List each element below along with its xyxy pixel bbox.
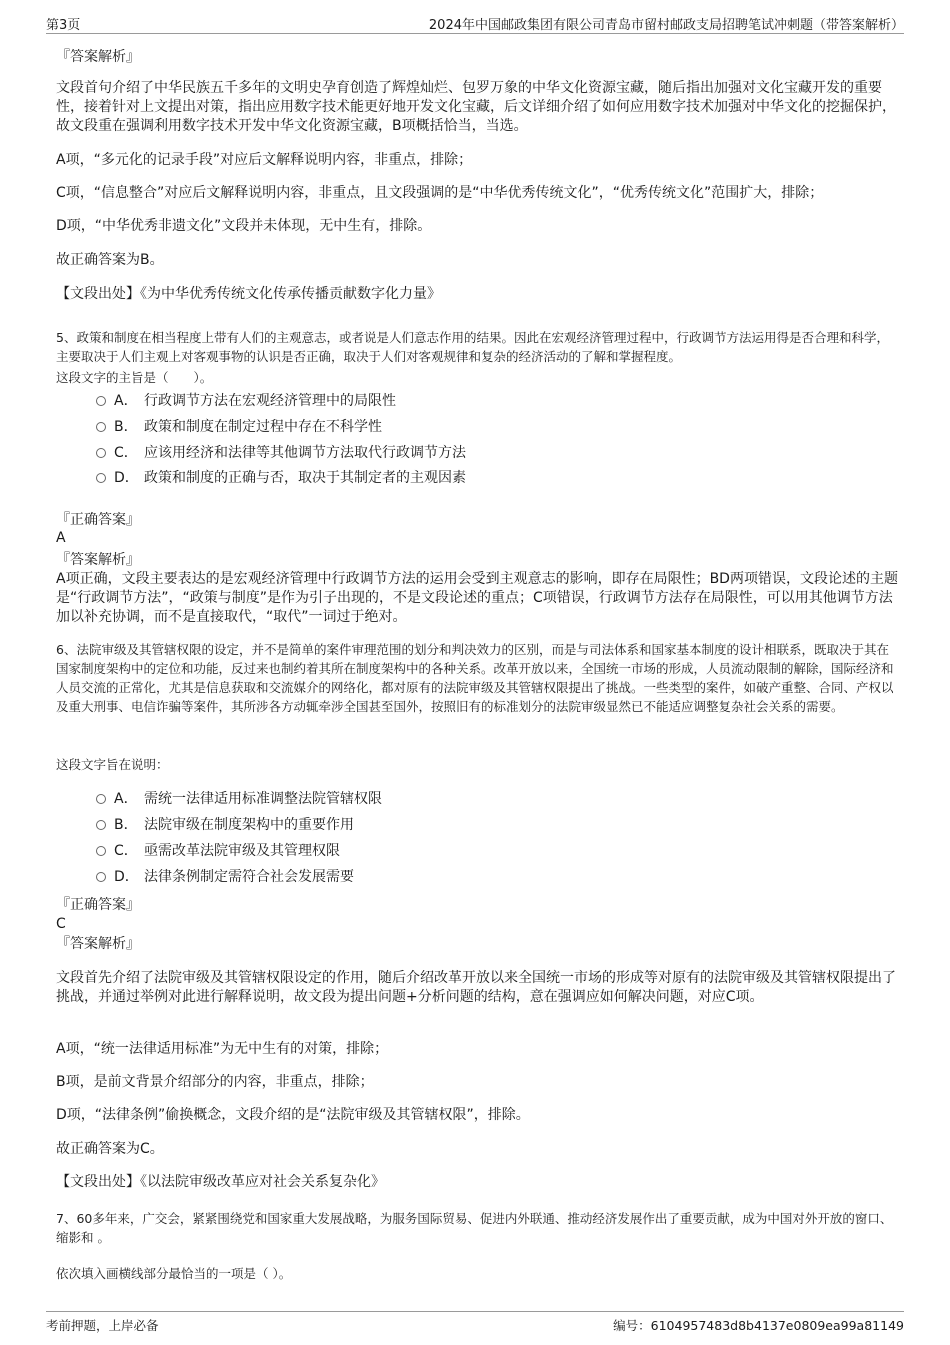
radio-icon[interactable] <box>96 820 106 830</box>
q7-prompt: 依次填入画横线部分最恰当的一项是（ ）。 <box>56 1266 292 1281</box>
q6-option-b-note: B项，是前文背景介绍部分的内容，非重点，排除； <box>56 1074 374 1090</box>
q5-prompt: 这段文字的主旨是（ ）。 <box>56 370 213 385</box>
q6-option-c[interactable]: C． 亟需改革法院审级及其管理权限 <box>96 841 340 861</box>
q5-option-a[interactable]: A． 行政调节方法在宏观经济管理中的局限性 <box>96 391 396 411</box>
radio-icon[interactable] <box>96 872 106 882</box>
q6-analysis-label: 『答案解析』 <box>56 936 140 952</box>
q4-option-c-note: C项，“信息整合”对应后文解释说明内容，非重点，且文段强调的是“中华优秀传统文化”，“优秀传统文化”范围扩大，排除； <box>56 185 824 201</box>
q5-answer: A <box>56 530 66 546</box>
q6-prompt: 这段文字旨在说明： <box>56 757 169 772</box>
page-footer <box>46 1311 904 1335</box>
q4-analysis-label: 『答案解析』 <box>56 49 140 65</box>
q7-stem: 7、60多年来，广交会，紧紧围绕党和国家重大发展战略，为服务国际贸易、促进内外联通、推动经济发展作出了重要贡献，成为中国对外开放的窗口、缩影和 。 <box>56 1211 893 1245</box>
q4-option-a-note: A项，“多元化的记录手段”对应后文解释说明内容，非重点，排除； <box>56 152 473 168</box>
radio-icon[interactable] <box>96 794 106 804</box>
q5-option-b[interactable]: B． 政策和制度在制定过程中存在不科学性 <box>96 417 382 437</box>
q6-option-a[interactable]: A． 需统一法律适用标准调整法院管辖权限 <box>96 789 382 809</box>
q4-source: 【文段出处】《为中华优秀传统文化传承传播贡献数字化力量》 <box>56 286 441 302</box>
q5-analysis-label: 『答案解析』 <box>56 552 140 568</box>
q5-option-d[interactable]: D． 政策和制度的正确与否，取决于其制定者的主观因素 <box>96 468 466 488</box>
q6-option-d[interactable]: D． 法律条例制定需符合社会发展需要 <box>96 867 354 887</box>
q5-option-c[interactable]: C． 应该用经济和法律等其他调节方法取代行政调节方法 <box>96 443 466 463</box>
radio-icon[interactable] <box>96 422 106 432</box>
q6-analysis-text: 文段首先介绍了法院审级及其管辖权限设定的作用，随后介绍改革开放以来全国统一市场的形成等对原有的法院审级及其管辖权限提出了挑战，并通过举例对此进行解释说明，故文段为提出问题+分析问题的结构，意在强调应如何解决问题，对应C项。 <box>56 970 896 1005</box>
document-serial: 编号：6104957483d8b4137e0809ea99a81149 <box>613 1318 904 1333</box>
q5-stem: 5、政策和制度在相当程度上带有人们的主观意志，或者说是人们意志作用的结果。因此在宏观经济管理过程中，行政调节方法运用得是否合理和科学，主要取决于人们主观上对客观事物的认识是否正确，取决于人们对客观规律和复杂的经济活动的了解和掌握程度。 <box>56 330 889 364</box>
q6-stem: 6、法院审级及其管辖权限的设定，并不是简单的案件审理范围的划分和判决效力的区别，而是与司法体系和国家基本制度的设计相联系，既取决于其在国家制度架构中的定位和功能，反过来也制约着其所在制度架构中的各种关系。改革开放以来，全国统一市场的形成，人员流动限制的解除，国际经济和人员交流的正常化，尤其是信息获取和交流媒介的网络化，都对原有的法院审级及其管辖权限提出了挑战。一些类型的案件，如破产重整、合同、产权以及重大刑事、电信诈骗等案件，其所涉各方动辄牵涉全国甚至国外，按照旧有的标准划分的法院审级显然已不能适应调整复杂社会关系的需要。 <box>56 642 894 714</box>
radio-icon[interactable] <box>96 396 106 406</box>
q4-conclusion: 故正确答案为B。 <box>56 252 164 268</box>
q6-conclusion: 故正确答案为C。 <box>56 1141 164 1157</box>
q5-answer-label: 『正确答案』 <box>56 512 140 528</box>
q4-option-d-note: D项，“中华优秀非遗文化”文段并未体现，无中生有，排除。 <box>56 218 432 234</box>
q6-answer-label: 『正确答案』 <box>56 897 140 913</box>
document-title: 2024年中国邮政集团有限公司青岛市留村邮政支局招聘笔试冲刺题（带答案解析） <box>428 18 904 33</box>
radio-icon[interactable] <box>96 473 106 483</box>
q5-analysis-text: A项正确，文段主要表达的是宏观经济管理中行政调节方法的运用会受到主观意志的影响，即存在局限性；BD两项错误，文段论述的主题是“行政调节方法”，“政策与制度”是作为引子出现的，不是文段论述的重点；C项错误，行政调节方法存在局限性，可以用其他调节方法加以补充协调，而不是直接取代，“取代”一词过于绝对。 <box>56 571 898 625</box>
q6-option-a-note: A项，“统一法律适用标准”为无中生有的对策，排除； <box>56 1041 389 1057</box>
q6-answer: C <box>56 916 66 932</box>
radio-icon[interactable] <box>96 846 106 856</box>
q6-source: 【文段出处】《以法院审级改革应对社会关系复杂化》 <box>56 1174 385 1190</box>
page-number: 第3页 <box>46 18 81 33</box>
q4-analysis-text: 文段首句介绍了中华民族五千多年的文明史孕育创造了辉煌灿烂、包罗万象的中华文化资源宝藏，随后指出加强对文化宝藏开发的重要性，接着针对上文提出对策，指出应用数字技术能更好地开发文化宝藏，后文详细介绍了如何应用数字技术加强对中华文化的挖掘保护，故文段重在强调利用数字技术开发中华文化资源宝藏，B项概括恰当，当选。 <box>56 80 896 134</box>
page-header <box>46 12 904 34</box>
q6-option-b[interactable]: B． 法院审级在制度架构中的重要作用 <box>96 815 354 835</box>
footer-slogan: 考前押题，上岸必备 <box>46 1318 159 1333</box>
q6-option-d-note: D项，“法律条例”偷换概念，文段介绍的是“法院审级及其管辖权限”，排除。 <box>56 1107 530 1123</box>
radio-icon[interactable] <box>96 448 106 458</box>
